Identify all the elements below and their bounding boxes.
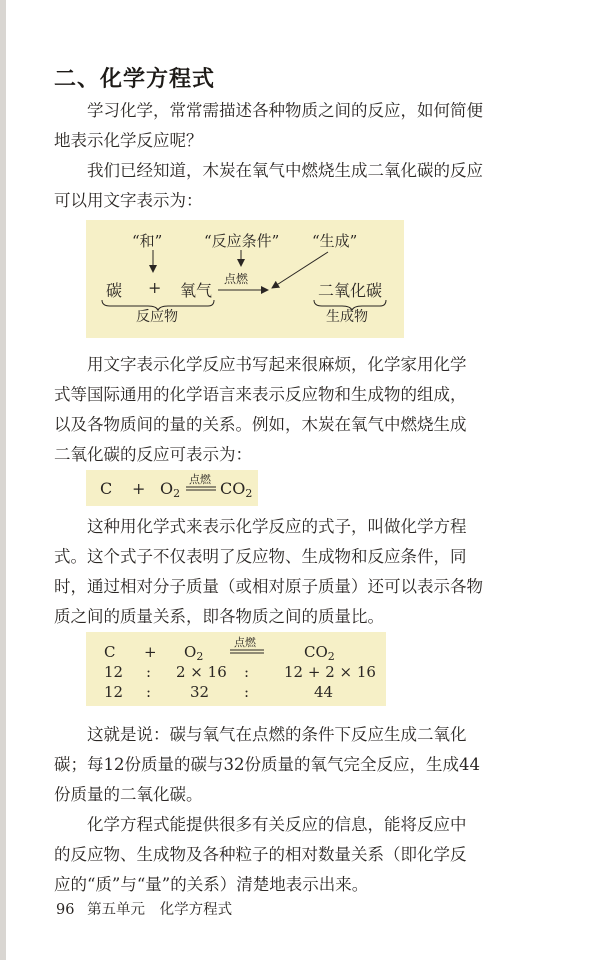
text-line: 的反应物、生成物及各种粒子的相对数量关系（即化学反 — [54, 845, 467, 864]
section-heading: 二、化学方程式 — [54, 67, 216, 92]
text-line: 份质量的二氧化碳。 — [54, 785, 203, 804]
page-number: 96 — [56, 902, 75, 918]
paragraph-summary — [54, 810, 524, 900]
arrow-produce — [272, 252, 328, 288]
paragraph-definition — [54, 512, 524, 632]
formula-co2: $CO_2$ — [220, 479, 253, 500]
reactants-brace — [102, 300, 214, 310]
page-edge — [0, 0, 6, 960]
mass-o2: 32 — [190, 683, 210, 701]
mass-o2-expr: 2 × 16 — [176, 663, 227, 681]
equation-box — [86, 470, 258, 506]
formula-o2: $O_2$ — [184, 643, 204, 663]
ratio-colon: : — [146, 663, 152, 681]
text-line: 式。这个式子不仅表明了反应物、生成物和反应条件，同 — [54, 547, 467, 566]
mass-c: 12 — [104, 663, 124, 681]
paragraph-meaning — [54, 720, 524, 810]
paragraph-formula-intro — [54, 350, 524, 470]
products-caption: 生成物 — [326, 309, 368, 325]
text-line: 这种用化学式来表示化学反应的式子，叫做化学方程 — [87, 517, 467, 536]
text-line: 碳；每12份质量的碳与32份质量的氧气完全反应，生成44 — [54, 755, 480, 774]
text-line: 可以用文字表示为： — [54, 191, 203, 210]
ratio-colon: : — [244, 663, 250, 681]
text-line: 我们已经知道，木炭在氧气中燃烧生成二氧化碳的反应 — [87, 161, 483, 180]
condition-ignite: 点燃 — [234, 636, 256, 649]
diagram-arrows — [86, 220, 404, 338]
text-line: 地表示化学反应呢？ — [54, 131, 203, 150]
text-line: 这就是说：碳与氧气在点燃的条件下反应生成二氧化 — [87, 725, 467, 744]
text-line: 二氧化碳的反应可表示为： — [54, 445, 252, 464]
text-line: 式等国际通用的化学语言来表示反应物和生成物的组成， — [54, 385, 467, 404]
text-line: 时，通过相对分子质量（或相对原子质量）还可以表示各物 — [54, 577, 483, 596]
formula-co2: $CO_2$ — [304, 643, 335, 663]
mass-c: 12 — [104, 683, 124, 701]
footer-title: 化学方程式 — [159, 902, 233, 918]
mass-co2: 44 — [314, 683, 334, 701]
text-line: 以及各物质间的量的关系。例如，木炭在氧气中燃烧生成 — [54, 415, 467, 434]
plus-sign: + — [132, 479, 146, 498]
symbol-c: C — [104, 643, 116, 661]
paragraph-intro — [54, 96, 524, 156]
page-footer — [56, 898, 232, 919]
reactant-carbon: 碳 — [106, 281, 123, 300]
condition-ignite: 点燃 — [224, 272, 249, 286]
text-line: 化学方程式能提供很多有关反应的信息，能将反应中 — [87, 815, 467, 834]
paragraph-known — [54, 156, 524, 216]
mass-ratio-box — [86, 632, 386, 706]
formula-o2: $O_2$ — [160, 479, 181, 500]
text-line: 应的“质”与“量”的关系）清楚地表示出来。 — [54, 875, 369, 894]
product-co2: 二氧化碳 — [318, 281, 383, 300]
text-line: 质之间的质量关系，即各物质之间的质量比。 — [54, 607, 384, 626]
word-equation-box — [86, 220, 404, 338]
text-line: 学习化学，常常需描述各种物质之间的反应，如何简便 — [87, 101, 483, 120]
footer-unit: 第五单元 — [87, 902, 146, 918]
label-and: “和” — [132, 232, 163, 250]
text-line: 用文字表示化学反应书写起来很麻烦，化学家用化学 — [87, 355, 467, 374]
condition-ignite: 点燃 — [189, 473, 211, 486]
reactant-oxygen: 氧气 — [180, 281, 213, 300]
plus-sign: + — [148, 278, 162, 297]
plus-sign: + — [144, 643, 157, 661]
label-condition: “反应条件” — [204, 232, 280, 250]
ratio-colon: : — [146, 683, 152, 701]
reactants-caption: 反应物 — [136, 309, 178, 325]
label-produce: “生成” — [312, 232, 358, 250]
products-brace — [314, 300, 386, 310]
mass-co2-expr: 12 + 2 × 16 — [284, 663, 376, 681]
symbol-c: C — [100, 479, 113, 498]
ratio-colon: : — [244, 683, 250, 701]
